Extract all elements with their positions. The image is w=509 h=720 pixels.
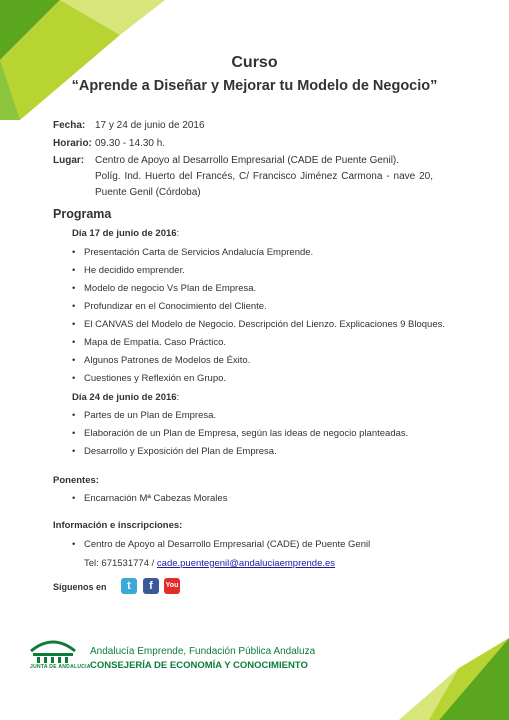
email-link[interactable]: cade.puentegenil@andaluciaemprende.es	[156, 558, 336, 569]
list-item: • Partes de un Plan de Empresa.	[72, 410, 408, 428]
list-item: • Cuestiones y Reflexión en Grupo.	[72, 373, 445, 391]
logo-caption: JUNTA DE ANDALUCIA	[30, 664, 91, 670]
day-2-list	[72, 410, 408, 464]
fecha-row	[53, 118, 433, 133]
ponentes-heading: Ponentes:	[53, 475, 99, 486]
contact-line	[84, 558, 335, 569]
list-item: • Presentación Carta de Servicios Andalucía Emprende.	[72, 247, 445, 265]
horario-label: Horario:	[53, 138, 92, 149]
lugar-address-row	[53, 169, 433, 201]
list-item: • Centro de Apoyo al Desarrollo Empresarial (CADE) de Puente Genil	[72, 539, 370, 557]
facebook-icon[interactable]: f	[143, 578, 159, 594]
social-label: Síguenos en	[53, 582, 107, 592]
corner-decoration-bottom-right	[399, 638, 509, 720]
list-item: • Desarrollo y Exposición del Plan de Empresa.	[72, 446, 408, 464]
horario-value: 09.30 - 14.30 h.	[95, 138, 166, 149]
day-1-heading: Día 17 de junio de 2016:	[72, 228, 180, 239]
fecha-label: Fecha:	[53, 120, 86, 131]
list-item: • El CANVAS del Modelo de Negocio. Descripción del Lienzo. Explicaciones 9 Bloques.	[72, 319, 445, 337]
informacion-list	[72, 539, 370, 557]
programa-heading: Programa	[53, 207, 112, 221]
footer-line-1: Andalucía Emprende, Fundación Pública Andaluza	[90, 646, 316, 657]
document-title: Curso	[231, 54, 278, 71]
day-2-heading: Día 24 de junio de 2016:	[72, 392, 180, 403]
horario-row	[53, 136, 433, 151]
list-item: • Algunos Patrones de Modelos de Éxito.	[72, 355, 445, 373]
day-1-list	[72, 247, 445, 391]
twitter-icon[interactable]: t	[121, 578, 137, 594]
lugar-line-2: Políg. Ind. Huerto del Francés, C/ Francisco Jiménez Carmona - nave 20, Puente Genil (Córdoba)	[95, 171, 433, 198]
fecha-value: 17 y 24 de junio de 2016	[95, 120, 205, 131]
ponentes-list	[72, 493, 227, 511]
list-item: • He decidido emprender.	[72, 265, 445, 283]
list-item: • Mapa de Empatía. Caso Práctico.	[72, 337, 445, 355]
lugar-line-1: Centro de Apoyo al Desarrollo Empresarial (CADE de Puente Genil).	[95, 155, 400, 166]
lugar-row	[53, 153, 433, 168]
informacion-heading: Información e inscripciones:	[53, 520, 183, 531]
phone-text: Tel: 671531774 /	[84, 558, 157, 569]
day-1-label: Día 17 de junio de 2016	[72, 228, 177, 239]
lugar-label: Lugar:	[53, 155, 85, 166]
list-item: • Modelo de negocio Vs Plan de Empresa.	[72, 283, 445, 301]
list-item: • Encarnación Mª Cabezas Morales	[72, 493, 227, 511]
document-subtitle: “Aprende a Diseñar y Mejorar tu Modelo de Negocio”	[71, 78, 438, 94]
day-2-label: Día 24 de junio de 2016	[72, 392, 177, 403]
footer-line-2: CONSEJERÍA DE ECONOMÍA Y CONOCIMIENTO	[90, 660, 308, 671]
youtube-icon[interactable]: You	[164, 578, 180, 594]
list-item: • Elaboración de un Plan de Empresa, según las ideas de negocio planteadas.	[72, 428, 408, 446]
list-item: • Profundizar en el Conocimiento del Cliente.	[72, 301, 445, 319]
